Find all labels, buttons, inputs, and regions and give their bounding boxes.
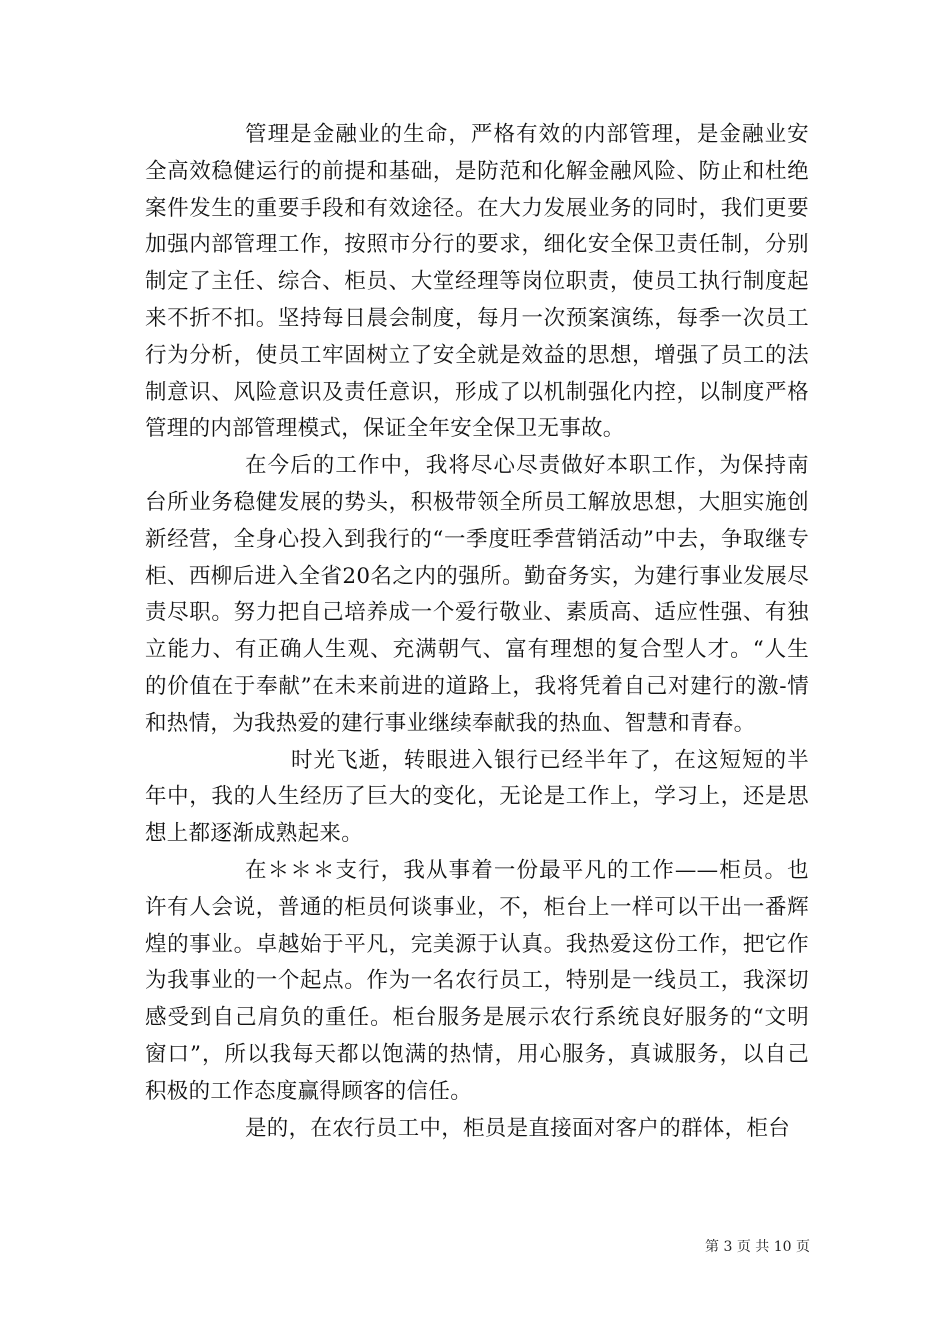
paragraph-teller-work: 在＊＊＊支行，我从事着一份最平凡的工作——柜员。也许有人会说，普通的柜员何谈事业，不，柜台上一样可以干出一番辉煌的事业。卓越始于平凡，完美源于认真。我热爱这份工作，把它作为我事业的一个起点。作为一名农行员工，特别是一线员工，我深切感受到自己肩负的重任。柜台服务是展示农行系统良好服务的“文明窗口”，所以我每天都以饱满的热情，用心服务，真诚服务，以自己积极的工作态度赢得顾客的信任。 — [145, 857, 809, 1104]
paragraph-internal-management: 管理是金融业的生命，严格有效的内部管理，是金融业安全高效稳健运行的前提和基础，是防范和化解金融风险、防止和杜绝案件发生的重要手段和有效途径。在大力发展业务的同时，我们更要加强内部管理工作，按照市分行的要求，细化安全保卫责任制，分别制定了主任、综合、柜员、大堂经理等岗位职责，使员工执行制度起来不折不扣。坚持每日晨会制度，每月一次预案演练，每季一次员工行为分析，使员工牢固树立了安全就是效益的思想，增强了员工的法制意识、风险意识及责任意识，形成了以机制强化内控，以制度严格管理的内部管理模式，保证全年安全保卫无事故。 — [145, 122, 809, 442]
paragraph-teller-group: 是的，在农行员工中，柜员是直接面对客户的群体，柜台 — [245, 1115, 791, 1141]
paragraph-half-year: 时光飞逝，转眼进入银行已经半年了，在这短短的半年中，我的人生经历了巨大的变化，无论是工作上，学习上，还是思想上都逐渐成熟起来。 — [145, 747, 809, 847]
document-body — [145, 117, 809, 1147]
paragraph-future-work: 在今后的工作中，我将尽心尽责做好本职工作，为保持南台所业务稳健发展的势头，积极带领全所员工解放思想，大胆实施创新经营，全身心投入到我行的“一季度旺季营销活动”中去，争取继专柜、西柳后进入全省20名之内的强所。勤奋务实，为建行事业发展尽责尽职。努力把自己培养成一个爱行敬业、素质高、适应性强、有独立能力、有正确人生观、充满朝气、富有理想的复合型人才。“人生的价值在于奉献”在未来前进的道路上，我将凭着自己对建行的激-情和热情，为我热爱的建行事业继续奉献我的热血、智慧和青春。 — [145, 453, 809, 736]
page-number-footer: 第 3 页 共 10 页 — [705, 1239, 810, 1255]
